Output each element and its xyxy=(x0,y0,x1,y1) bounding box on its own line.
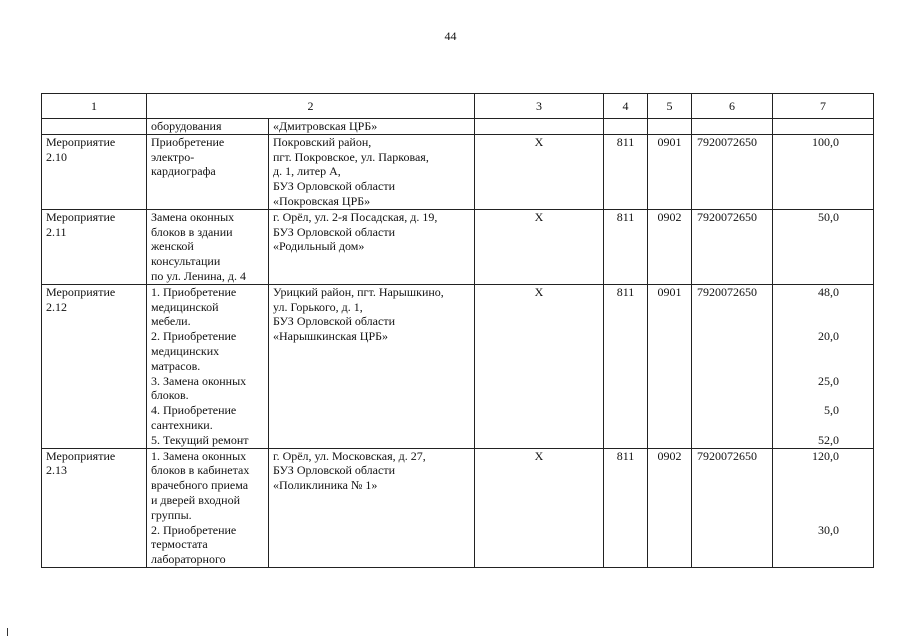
measure-line: 2.10 xyxy=(46,149,67,164)
work-line: по ул. Ленина, д. 4 xyxy=(151,268,246,283)
work-cell xyxy=(147,209,269,284)
code-4-cell: 811 xyxy=(604,284,648,448)
work-line: врачебного приема xyxy=(151,478,249,493)
code-6-cell: 7920072650 xyxy=(692,134,773,209)
budget-table xyxy=(41,93,874,568)
code-5-cell: 0902 xyxy=(648,448,692,567)
work-line: консультации xyxy=(151,254,221,269)
work-line: кардиографа xyxy=(151,164,216,179)
header-cell-4: 4 xyxy=(604,94,648,119)
work-line: блоков в здании xyxy=(151,224,233,239)
location-line: пгт. Покровское, ул. Парковая, xyxy=(273,149,429,164)
amount-cell xyxy=(773,134,874,209)
header-cell-5: 5 xyxy=(648,94,692,119)
code-x-cell: Х xyxy=(475,448,604,567)
header-cell-2: 2 xyxy=(147,94,475,119)
amount-value: 100,0 xyxy=(812,134,839,149)
header-cell-6: 6 xyxy=(692,94,773,119)
location-line: Урицкий район, пгт. Нарышкино, xyxy=(273,284,444,299)
work-cell xyxy=(147,448,269,567)
location-line: г. Орёл, ул. Московская, д. 27, xyxy=(273,448,426,463)
work-line: и дверей входной xyxy=(151,492,241,507)
work-cell xyxy=(147,284,269,448)
measure-line: 2.12 xyxy=(46,299,67,314)
cont-cell-2a: оборудования xyxy=(147,119,269,135)
work-line: электро- xyxy=(151,149,195,164)
work-line: 2. Приобретение xyxy=(151,522,237,537)
work-line: мебели. xyxy=(151,314,191,329)
amount-cell xyxy=(773,284,874,448)
location-line: д. 1, литер А, xyxy=(273,164,341,179)
work-line: группы. xyxy=(151,507,192,522)
code-x-cell: Х xyxy=(475,134,604,209)
work-line: женской xyxy=(151,239,194,254)
measure-line: Мероприятие xyxy=(46,284,116,299)
measure-line: Мероприятие xyxy=(46,209,116,224)
amount-value: 48,0 xyxy=(818,284,839,299)
code-x-cell: Х xyxy=(475,209,604,284)
location-line: ул. Горького, д. 1, xyxy=(273,299,363,314)
cont-cell-4 xyxy=(604,119,648,135)
measure-line: 2.13 xyxy=(46,463,67,478)
location-line: «Нарышкинская ЦРБ» xyxy=(273,329,389,344)
location-cell xyxy=(269,134,475,209)
code-6-cell: 7920072650 xyxy=(692,448,773,567)
work-line: 3. Замена оконных xyxy=(151,373,247,388)
work-line: 1. Замена оконных xyxy=(151,448,247,463)
measure-line: Мероприятие xyxy=(46,134,116,149)
table-row xyxy=(42,284,874,448)
cont-cell-5 xyxy=(648,119,692,135)
cont-cell-1 xyxy=(42,119,147,135)
scan-mark xyxy=(7,628,8,636)
code-6-cell: 7920072650 xyxy=(692,284,773,448)
measure-cell xyxy=(42,448,147,567)
work-line: матрасов. xyxy=(151,358,201,373)
amount-value: 50,0 xyxy=(818,209,839,224)
work-line: лабораторного xyxy=(151,552,226,567)
location-cell xyxy=(269,284,475,448)
location-line: БУЗ Орловской области xyxy=(273,224,395,239)
location-cell xyxy=(269,448,475,567)
cont-cell-6 xyxy=(692,119,773,135)
work-line: термостата xyxy=(151,537,208,552)
code-5-cell: 0901 xyxy=(648,134,692,209)
code-4-cell: 811 xyxy=(604,209,648,284)
work-line: сантехники. xyxy=(151,417,213,432)
location-line: БУЗ Орловской области xyxy=(273,314,395,329)
amount-value: 5,0 xyxy=(824,403,839,418)
table-row xyxy=(42,209,874,284)
measure-cell xyxy=(42,284,147,448)
location-line: «Родильный дом» xyxy=(273,239,365,254)
header-row xyxy=(42,94,874,119)
amount-cell xyxy=(773,209,874,284)
table-body xyxy=(42,134,874,567)
code-4-cell: 811 xyxy=(604,134,648,209)
work-line: Приобретение xyxy=(151,134,225,149)
measure-cell xyxy=(42,134,147,209)
amount-value: 25,0 xyxy=(818,373,839,388)
code-5-cell: 0902 xyxy=(648,209,692,284)
amount-cell xyxy=(773,448,874,567)
work-line: 5. Текущий ремонт xyxy=(151,432,249,447)
continuation-row xyxy=(42,119,874,135)
code-5-cell: 0901 xyxy=(648,284,692,448)
work-line: медицинской xyxy=(151,299,219,314)
work-line: медицинских xyxy=(151,343,220,358)
page-number: 44 xyxy=(444,29,457,43)
table-row xyxy=(42,448,874,567)
header-cell-7: 7 xyxy=(773,94,874,119)
amount-value: 20,0 xyxy=(818,329,839,344)
work-line: блоков в кабинетах xyxy=(151,463,250,478)
measure-cell xyxy=(42,209,147,284)
measure-line: 2.11 xyxy=(46,224,67,239)
code-6-cell: 7920072650 xyxy=(692,209,773,284)
location-cell xyxy=(269,209,475,284)
location-line: «Поликлиника № 1» xyxy=(273,478,378,493)
header-cell-3: 3 xyxy=(475,94,604,119)
table-row xyxy=(42,134,874,209)
amount-value: 52,0 xyxy=(818,432,839,447)
work-line: 2. Приобретение xyxy=(151,329,237,344)
location-line: БУЗ Орловской области xyxy=(273,463,395,478)
location-line: Покровский район, xyxy=(273,134,372,149)
code-x-cell: Х xyxy=(475,284,604,448)
code-4-cell: 811 xyxy=(604,448,648,567)
work-cell xyxy=(147,134,269,209)
location-line: г. Орёл, ул. 2-я Посадская, д. 19, xyxy=(273,209,438,224)
measure-line: Мероприятие xyxy=(46,448,116,463)
cont-cell-2b: «Дмитровская ЦРБ» xyxy=(269,119,475,135)
header-cell-1: 1 xyxy=(42,94,147,119)
amount-value: 120,0 xyxy=(812,448,839,463)
cont-cell-3 xyxy=(475,119,604,135)
work-line: блоков. xyxy=(151,388,189,403)
work-line: 1. Приобретение xyxy=(151,284,237,299)
location-line: БУЗ Орловской области xyxy=(273,179,395,194)
cont-cell-7 xyxy=(773,119,874,135)
amount-value: 30,0 xyxy=(818,522,839,537)
work-line: 4. Приобретение xyxy=(151,403,237,418)
work-line: Замена оконных xyxy=(151,209,235,224)
location-line: «Покровская ЦРБ» xyxy=(273,193,371,208)
